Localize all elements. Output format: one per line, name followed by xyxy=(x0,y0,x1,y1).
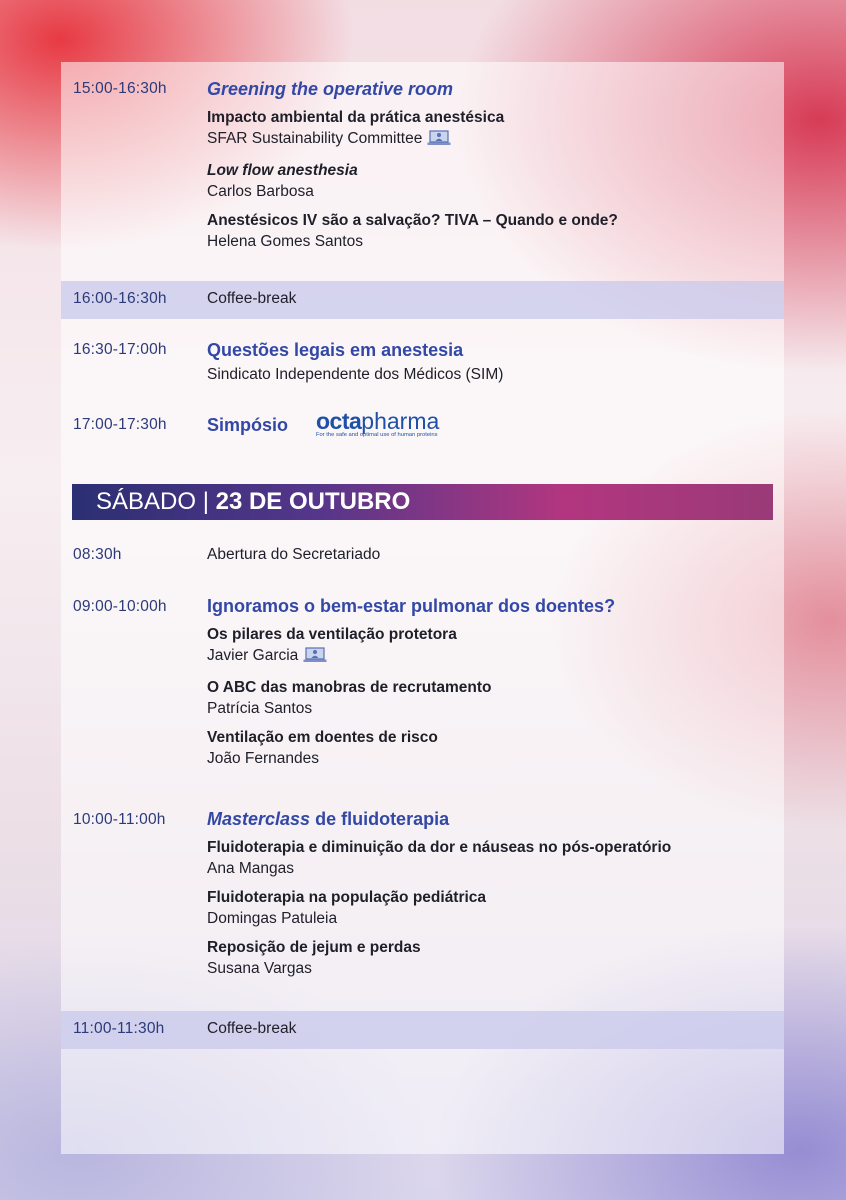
talk-title: Anestésicos IV são a salvação? TIVA – Quando e onde? xyxy=(207,212,618,229)
opening-label: Abertura do Secretariado xyxy=(207,546,381,563)
talk-title: Fluidoterapia na população pediátrica xyxy=(207,889,487,906)
laptop-icon xyxy=(303,647,327,670)
session-time: 09:00-10:00h xyxy=(73,598,167,615)
talk-speaker: Domingas Patuleia xyxy=(207,910,338,927)
talk-speaker: Helena Gomes Santos xyxy=(207,233,363,250)
break-time: 11:00-11:30h xyxy=(73,1020,165,1037)
coffee-break-band xyxy=(61,1011,784,1049)
talk-speaker: Patrícia Santos xyxy=(207,700,313,717)
day-header xyxy=(72,484,773,520)
session-speaker: Sindicato Independente dos Médicos (SIM) xyxy=(207,366,504,383)
talk-title: Ventilação em doentes de risco xyxy=(207,729,438,746)
break-label: Coffee-break xyxy=(207,290,297,307)
talk-speaker: Susana Vargas xyxy=(207,960,312,977)
talk-speaker: SFAR Sustainability Committee xyxy=(207,128,777,153)
coffee-break-band xyxy=(61,281,784,319)
session-time: 15:00-16:30h xyxy=(73,80,167,97)
session-time: 08:30h xyxy=(73,546,122,563)
session-time: 10:00-11:00h xyxy=(73,811,166,828)
talk-speaker: Ana Mangas xyxy=(207,860,295,877)
session-title: Masterclass de fluidoterapia xyxy=(207,809,450,829)
talk-title: O ABC das manobras de recrutamento xyxy=(207,679,492,696)
session-title: Simpósio xyxy=(207,415,289,435)
session-title: Greening the operative room xyxy=(207,79,454,99)
logo-tagline: For the safe and optimal use of human proteins xyxy=(316,432,438,438)
day-name: SÁBADO xyxy=(96,488,197,515)
talk-title: Low flow anesthesia xyxy=(207,162,358,179)
talk-title: Os pilares da ventilação protetora xyxy=(207,626,457,643)
talk-speaker: João Fernandes xyxy=(207,750,320,767)
talk-title: Fluidoterapia e diminuição da dor e náuseas no pós-operatório xyxy=(207,839,672,856)
laptop-icon xyxy=(427,130,451,153)
talk-title: Reposição de jejum e perdas xyxy=(207,939,421,956)
session-time: 17:00-17:30h xyxy=(73,416,167,433)
break-label: Coffee-break xyxy=(207,1020,297,1037)
break-time: 16:00-16:30h xyxy=(73,290,167,307)
talk-speaker: Javier Garcia xyxy=(207,645,777,670)
day-date: 23 DE OUTUBRO xyxy=(215,488,411,515)
session-title: Ignoramos o bem-estar pulmonar dos doentes? xyxy=(207,596,616,616)
talk-speaker: Carlos Barbosa xyxy=(207,183,314,200)
session-time: 16:30-17:00h xyxy=(73,341,167,358)
session-title: Questões legais em anestesia xyxy=(207,340,464,360)
talk-title: Impacto ambiental da prática anestésica xyxy=(207,109,505,126)
day-separator: | xyxy=(202,488,209,515)
octapharma-logo: octapharma For the safe and optimal use of human proteins xyxy=(316,408,440,438)
